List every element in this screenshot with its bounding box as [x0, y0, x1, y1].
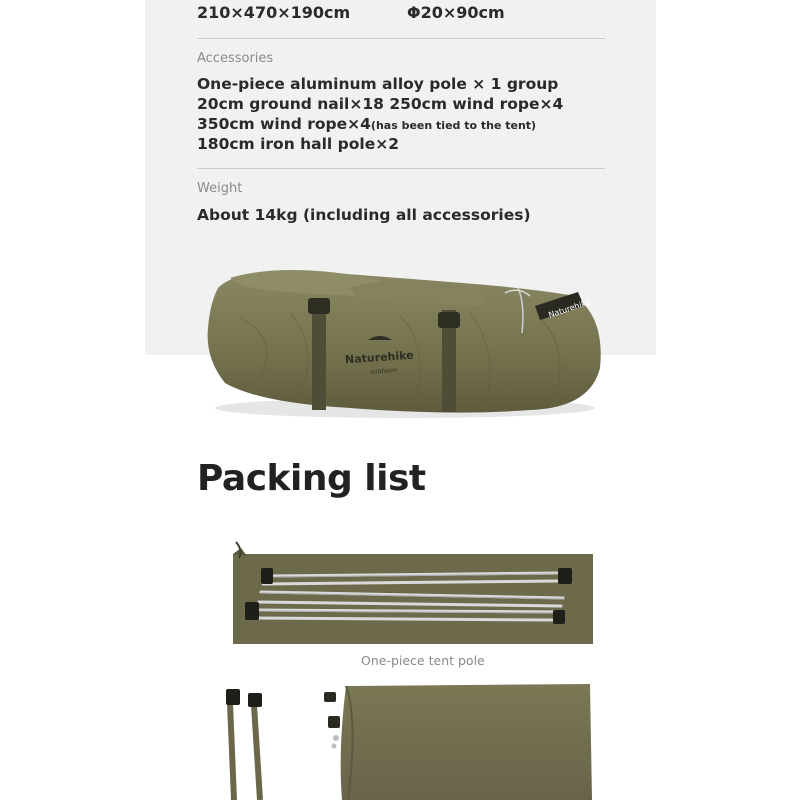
tent-body-image: [318, 680, 600, 800]
strap-image: [220, 685, 270, 800]
tent-pole-caption: One-piece tent pole: [361, 653, 485, 668]
divider: [197, 168, 605, 169]
divider: [197, 38, 605, 39]
accessories-line-1: One-piece aluminum alloy pole × 1 group: [197, 75, 559, 93]
bag-brand-sub: outdoors: [369, 366, 398, 376]
accessories-line-3: [197, 114, 536, 136]
accessories-label: Accessories: [197, 51, 274, 66]
accessories-line-4: 180cm iron hall pole×2: [197, 135, 399, 153]
bag-brand-logo: Naturehike: [344, 348, 415, 367]
packing-list-title: Packing list: [197, 458, 426, 499]
weight-value: About 14kg (including all accessories): [197, 206, 531, 224]
weight-label: Weight: [197, 181, 243, 196]
tent-pole-image: [233, 540, 595, 650]
accessories-line-2: 20cm ground nail×18 250cm wind rope×4: [197, 95, 564, 113]
tent-carry-bag-image: [200, 258, 610, 423]
accessories-note: (has been tied to the tent): [370, 119, 537, 132]
strap-brand-label: Naturehike: [547, 297, 592, 320]
dimension-unfolded: 210×470×190cm: [197, 3, 351, 22]
dimension-packed: Φ20×90cm: [407, 3, 505, 22]
accessories-line-3-main: 350cm wind rope×4: [197, 115, 371, 133]
